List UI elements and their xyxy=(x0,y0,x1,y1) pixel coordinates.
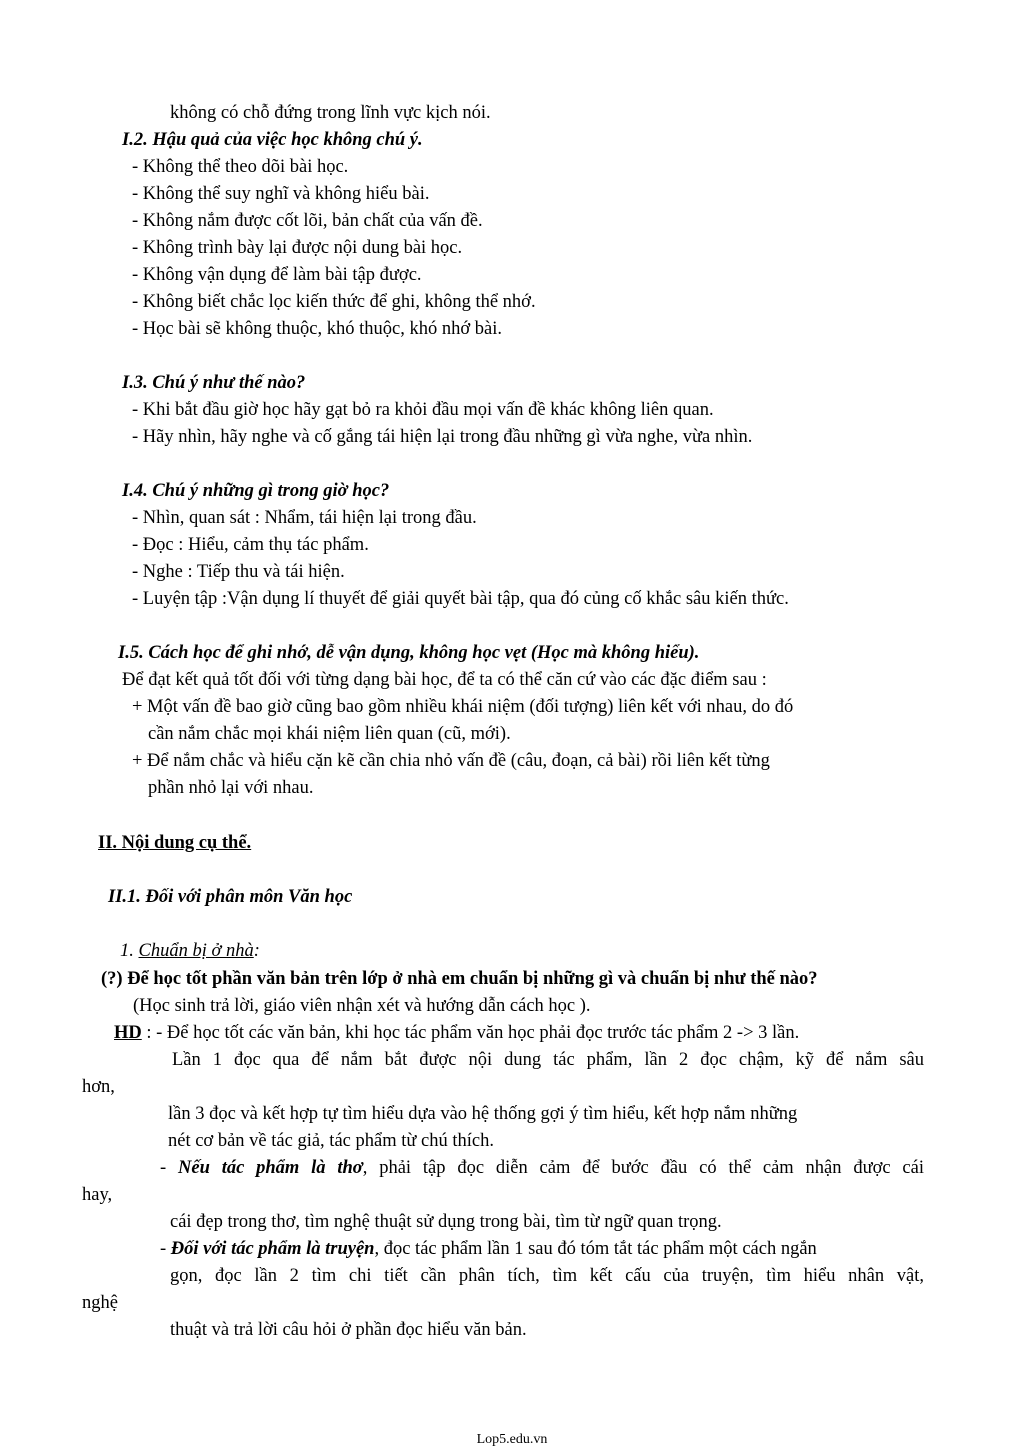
guide-line: gọn, đọc lần 2 tìm chi tiết cần phân tích, tìm kết cấu của truyện, tìm hiểu nhân vật, xyxy=(170,1266,924,1286)
list-item: - Không vận dụng để làm bài tập được. xyxy=(132,265,422,285)
dash: - xyxy=(160,1239,171,1259)
list-item: - Luyện tập :Vận dụng lí thuyết để giải quyết bài tập, qua đó củng cố khắc sâu kiến thức. xyxy=(132,589,789,609)
guide-line: cái đẹp trong thơ, tìm nghệ thuật sử dụng trong bài, tìm từ ngữ quan trọng. xyxy=(170,1212,722,1232)
section-heading: I.4. Chú ý những gì trong giờ học? xyxy=(122,481,390,501)
list-item-continuation: cần nắm chắc mọi khái niệm liên quan (cũ, mới). xyxy=(148,724,511,744)
list-item: - Khi bắt đầu giờ học hãy gạt bỏ ra khỏi đầu mọi vấn đề khác không liên quan. xyxy=(132,400,714,420)
page-footer: Lop5.edu.vn xyxy=(476,1432,548,1447)
chapter-heading: II. Nội dung cụ thể. xyxy=(98,833,252,853)
guide-line: lần 3 đọc và kết hợp tự tìm hiểu dựa vào hệ thống gợi ý tìm hiểu, kết hợp nắm những xyxy=(168,1104,798,1124)
list-item: - Không trình bày lại được nội dung bài học. xyxy=(132,238,463,258)
dash: - xyxy=(160,1158,178,1178)
guide-line-wrap: hay, xyxy=(82,1185,113,1205)
list-item: - Nhìn, quan sát : Nhẩm, tái hiện lại trong đầu. xyxy=(132,508,477,528)
list-item: + Một vấn đề bao giờ cũng bao gồm nhiều khái niệm (đối tượng) liên kết với nhau, do đó xyxy=(132,697,794,717)
guide-text: : - Để học tốt các văn bản, khi học tác phẩm văn học phải đọc trước tác phẩm 2 -> 3 lần. xyxy=(141,1023,800,1043)
section-heading: I.5. Cách học để ghi nhớ, dễ vận dụng, không học vẹt (Học mà không hiểu). xyxy=(118,643,700,663)
subsection-heading xyxy=(120,938,260,964)
guide-line: thuật và trả lời câu hỏi ở phần đọc hiểu văn bản. xyxy=(170,1320,527,1340)
guide-line-wrap: nghệ xyxy=(82,1293,118,1313)
list-item: + Để nắm chắc và hiểu cặn kẽ cần chia nhỏ vấn đề (câu, đoạn, cả bài) rồi liên kết từng xyxy=(132,751,770,771)
paragraph: Để đạt kết quả tốt đối với từng dạng bài học, để ta có thể căn cứ vào các đặc điểm sau : xyxy=(122,670,767,690)
list-item: - Không biết chắc lọc kiến thức để ghi, không thể nhớ. xyxy=(132,292,536,312)
story-guide xyxy=(160,1236,817,1262)
emphasis: Nếu tác phẩm là thơ xyxy=(178,1158,363,1178)
section-heading: I.3. Chú ý như thế nào? xyxy=(122,373,306,393)
list-item: - Không nắm được cốt lõi, bản chất của vấn đề. xyxy=(132,211,483,231)
question-note: (Học sinh trả lời, giáo viên nhận xét và hướng dẫn cách học ). xyxy=(133,996,591,1016)
emphasis: Đối với tác phẩm là truyện xyxy=(170,1239,375,1259)
hd-label: HD xyxy=(114,1023,142,1043)
list-item: - Học bài sẽ không thuộc, khó thuộc, khó nhớ bài. xyxy=(132,319,502,339)
text-line: không có chỗ đứng trong lĩnh vực kịch nói. xyxy=(170,103,491,123)
poem-guide xyxy=(160,1155,924,1181)
list-item: - Không thể suy nghĩ và không hiểu bài. xyxy=(132,184,430,204)
section-heading: I.2. Hậu quả của việc học không chú ý. xyxy=(122,130,423,150)
list-item: - Hãy nhìn, hãy nghe và cố gắng tái hiện lại trong đầu những gì vừa nghe, vừa nhìn. xyxy=(132,427,753,447)
list-item: - Không thể theo dõi bài học. xyxy=(132,157,349,177)
guide-line-wrap: hơn, xyxy=(82,1077,115,1097)
guide-text: , phải tập đọc diễn cảm để bước đầu có thể cảm nhận được cái xyxy=(362,1158,924,1178)
list-item: - Nghe : Tiếp thu và tái hiện. xyxy=(132,562,345,582)
guide-line: nét cơ bản về tác giả, tác phẩm từ chú thích. xyxy=(168,1131,494,1151)
guide-line: Lần 1 đọc qua để nắm bắt được nội dung tác phẩm, lần 2 đọc chậm, kỹ để nắm sâu xyxy=(172,1050,924,1070)
guide-line xyxy=(114,1020,799,1046)
section-heading: II.1. Đối với phân môn Văn học xyxy=(108,887,353,907)
subsection-title: Chuẩn bị ở nhà xyxy=(138,941,254,961)
list-item-continuation: phần nhỏ lại với nhau. xyxy=(148,778,314,798)
guide-text: , đọc tác phẩm lần 1 sau đó tóm tắt tác phẩm một cách ngắn xyxy=(374,1239,817,1259)
subsection-number: 1. xyxy=(120,941,139,961)
subsection-colon: : xyxy=(253,941,260,961)
question: (?) Để học tốt phần văn bản trên lớp ở nhà em chuẩn bị những gì và chuẩn bị như thế nào? xyxy=(101,969,818,989)
list-item: - Đọc : Hiểu, cảm thụ tác phẩm. xyxy=(132,535,369,555)
